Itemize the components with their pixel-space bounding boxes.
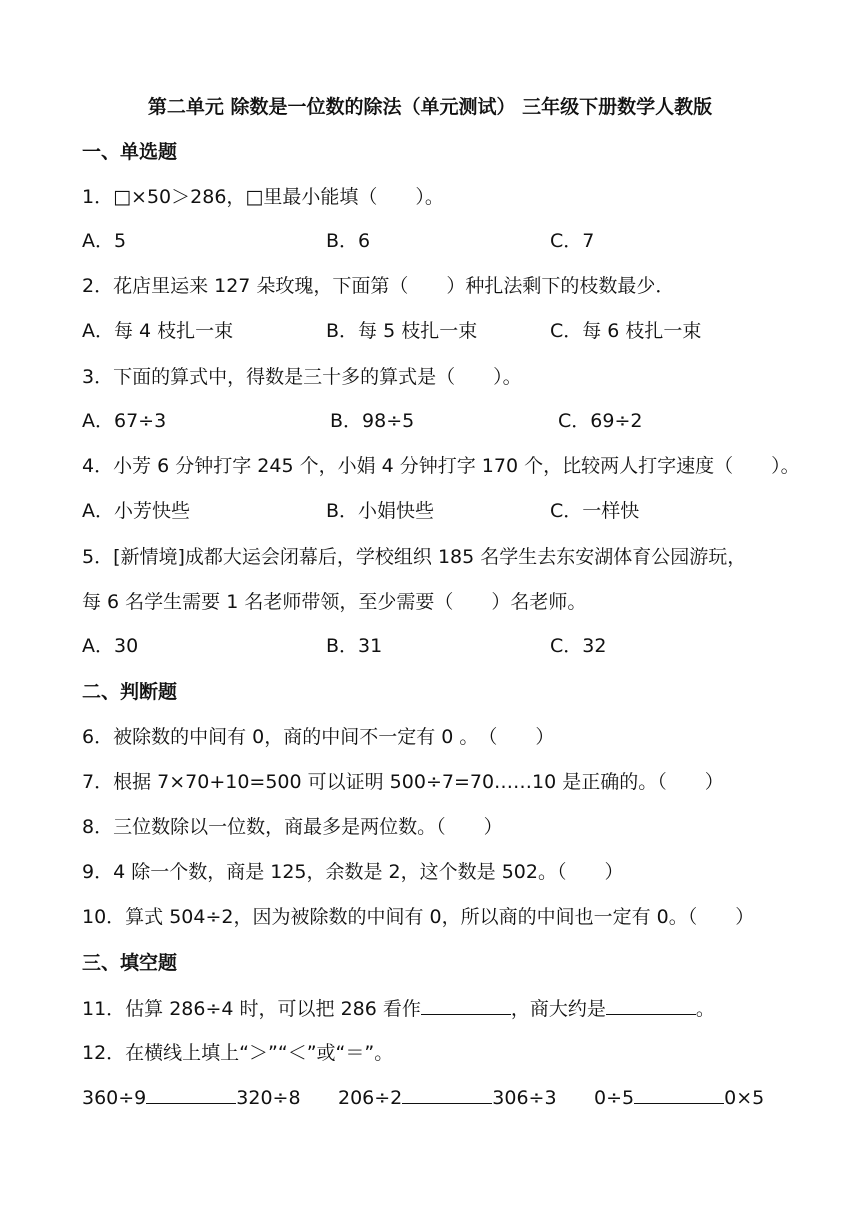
q5-option-a[interactable]: A．30 — [82, 635, 139, 657]
question-4: 4．小芳 6 分钟打字 245 个，小娟 4 分钟打字 170 个，比较两人打字速度（ ）。 — [82, 455, 800, 477]
q12-expr2-right: 306÷3 — [492, 1087, 557, 1109]
question-2: 2．花店里运来 127 朵玫瑰，下面第（ ）种扎法剩下的枝数最少． — [82, 275, 675, 297]
question-9: 9．4 除一个数，商是 125，余数是 2，这个数是 502。（ ） — [82, 861, 624, 883]
q12-expr3-right: 0×5 — [724, 1087, 765, 1109]
q3-option-b[interactable]: B．98÷5 — [330, 410, 415, 432]
q1-option-b[interactable]: B．6 — [326, 230, 371, 252]
q12-expr1-left: 360÷9 — [82, 1087, 147, 1109]
q12-expr1-right: 320÷8 — [236, 1087, 301, 1109]
q12-expr2-left: 206÷2 — [338, 1087, 403, 1109]
section-heading-true-false: 二、判断题 — [82, 681, 178, 703]
section-heading-single-choice: 一、单选题 — [82, 141, 178, 163]
page-title: 第二单元 除数是一位数的除法（单元测试） 三年级下册数学人教版 — [147, 96, 713, 118]
q11-text-part-2: ，商大约是 — [510, 998, 606, 1020]
q11-text-part-1: 11．估算 286÷4 时，可以把 286 看作 — [82, 998, 421, 1020]
q4-option-c[interactable]: C．一样快 — [550, 500, 640, 522]
question-11 — [82, 994, 715, 1023]
q4-option-a[interactable]: A．小芳快些 — [82, 500, 190, 522]
question-3: 3．下面的算式中，得数是三十多的算式是（ ）。 — [82, 366, 522, 388]
q3-option-c[interactable]: C．69÷2 — [558, 410, 643, 432]
q12-blank-3[interactable] — [634, 1083, 724, 1104]
q2-option-b[interactable]: B．每 5 枝扎一束 — [326, 320, 478, 342]
question-5-line-2: 每 6 名学生需要 1 名老师带领，至少需要（ ）名老师。 — [82, 591, 587, 613]
question-5-line-1: 5．[新情境]成都大运会闭幕后，学校组织 185 名学生去东安湖体育公园游玩， — [82, 546, 747, 568]
q12-expression-2 — [338, 1083, 557, 1112]
q4-option-b[interactable]: B．小娟快些 — [326, 500, 435, 522]
q12-blank-2[interactable] — [402, 1083, 492, 1104]
q3-option-a[interactable]: A．67÷3 — [82, 410, 167, 432]
q12-blank-1[interactable] — [146, 1083, 236, 1104]
q12-expr3-left: 0÷5 — [594, 1087, 635, 1109]
section-heading-fill-blank: 三、填空题 — [82, 952, 178, 974]
q5-option-b[interactable]: B．31 — [326, 635, 383, 657]
q2-option-c[interactable]: C．每 6 枝扎一束 — [550, 320, 702, 342]
question-10: 10．算式 504÷2，因为被除数的中间有 0，所以商的中间也一定有 0。（ ） — [82, 906, 755, 928]
q2-option-a[interactable]: A．每 4 枝扎一束 — [82, 320, 234, 342]
q12-expression-3 — [594, 1083, 764, 1112]
q11-blank-1[interactable] — [421, 994, 511, 1015]
question-6: 6．被除数的中间有 0，商的中间不一定有 0 。 （ ） — [82, 726, 555, 748]
q12-expression-1 — [82, 1083, 301, 1112]
q1-option-c[interactable]: C．7 — [550, 230, 595, 252]
q11-text-part-3: 。 — [695, 998, 715, 1020]
q1-option-a[interactable]: A．5 — [82, 230, 127, 252]
question-12: 12．在横线上填上“＞”“＜”或“＝”。 — [82, 1042, 394, 1064]
question-7: 7．根据 7×70+10=500 可以证明 500÷7=70……10 是正确的。（ ） — [82, 771, 724, 793]
q11-blank-2[interactable] — [606, 994, 696, 1015]
question-8: 8．三位数除以一位数，商最多是两位数。（ ） — [82, 816, 503, 838]
q5-option-c[interactable]: C．32 — [550, 635, 607, 657]
question-1: 1．□×50＞286，□里最小能填（ ）。 — [82, 186, 444, 208]
